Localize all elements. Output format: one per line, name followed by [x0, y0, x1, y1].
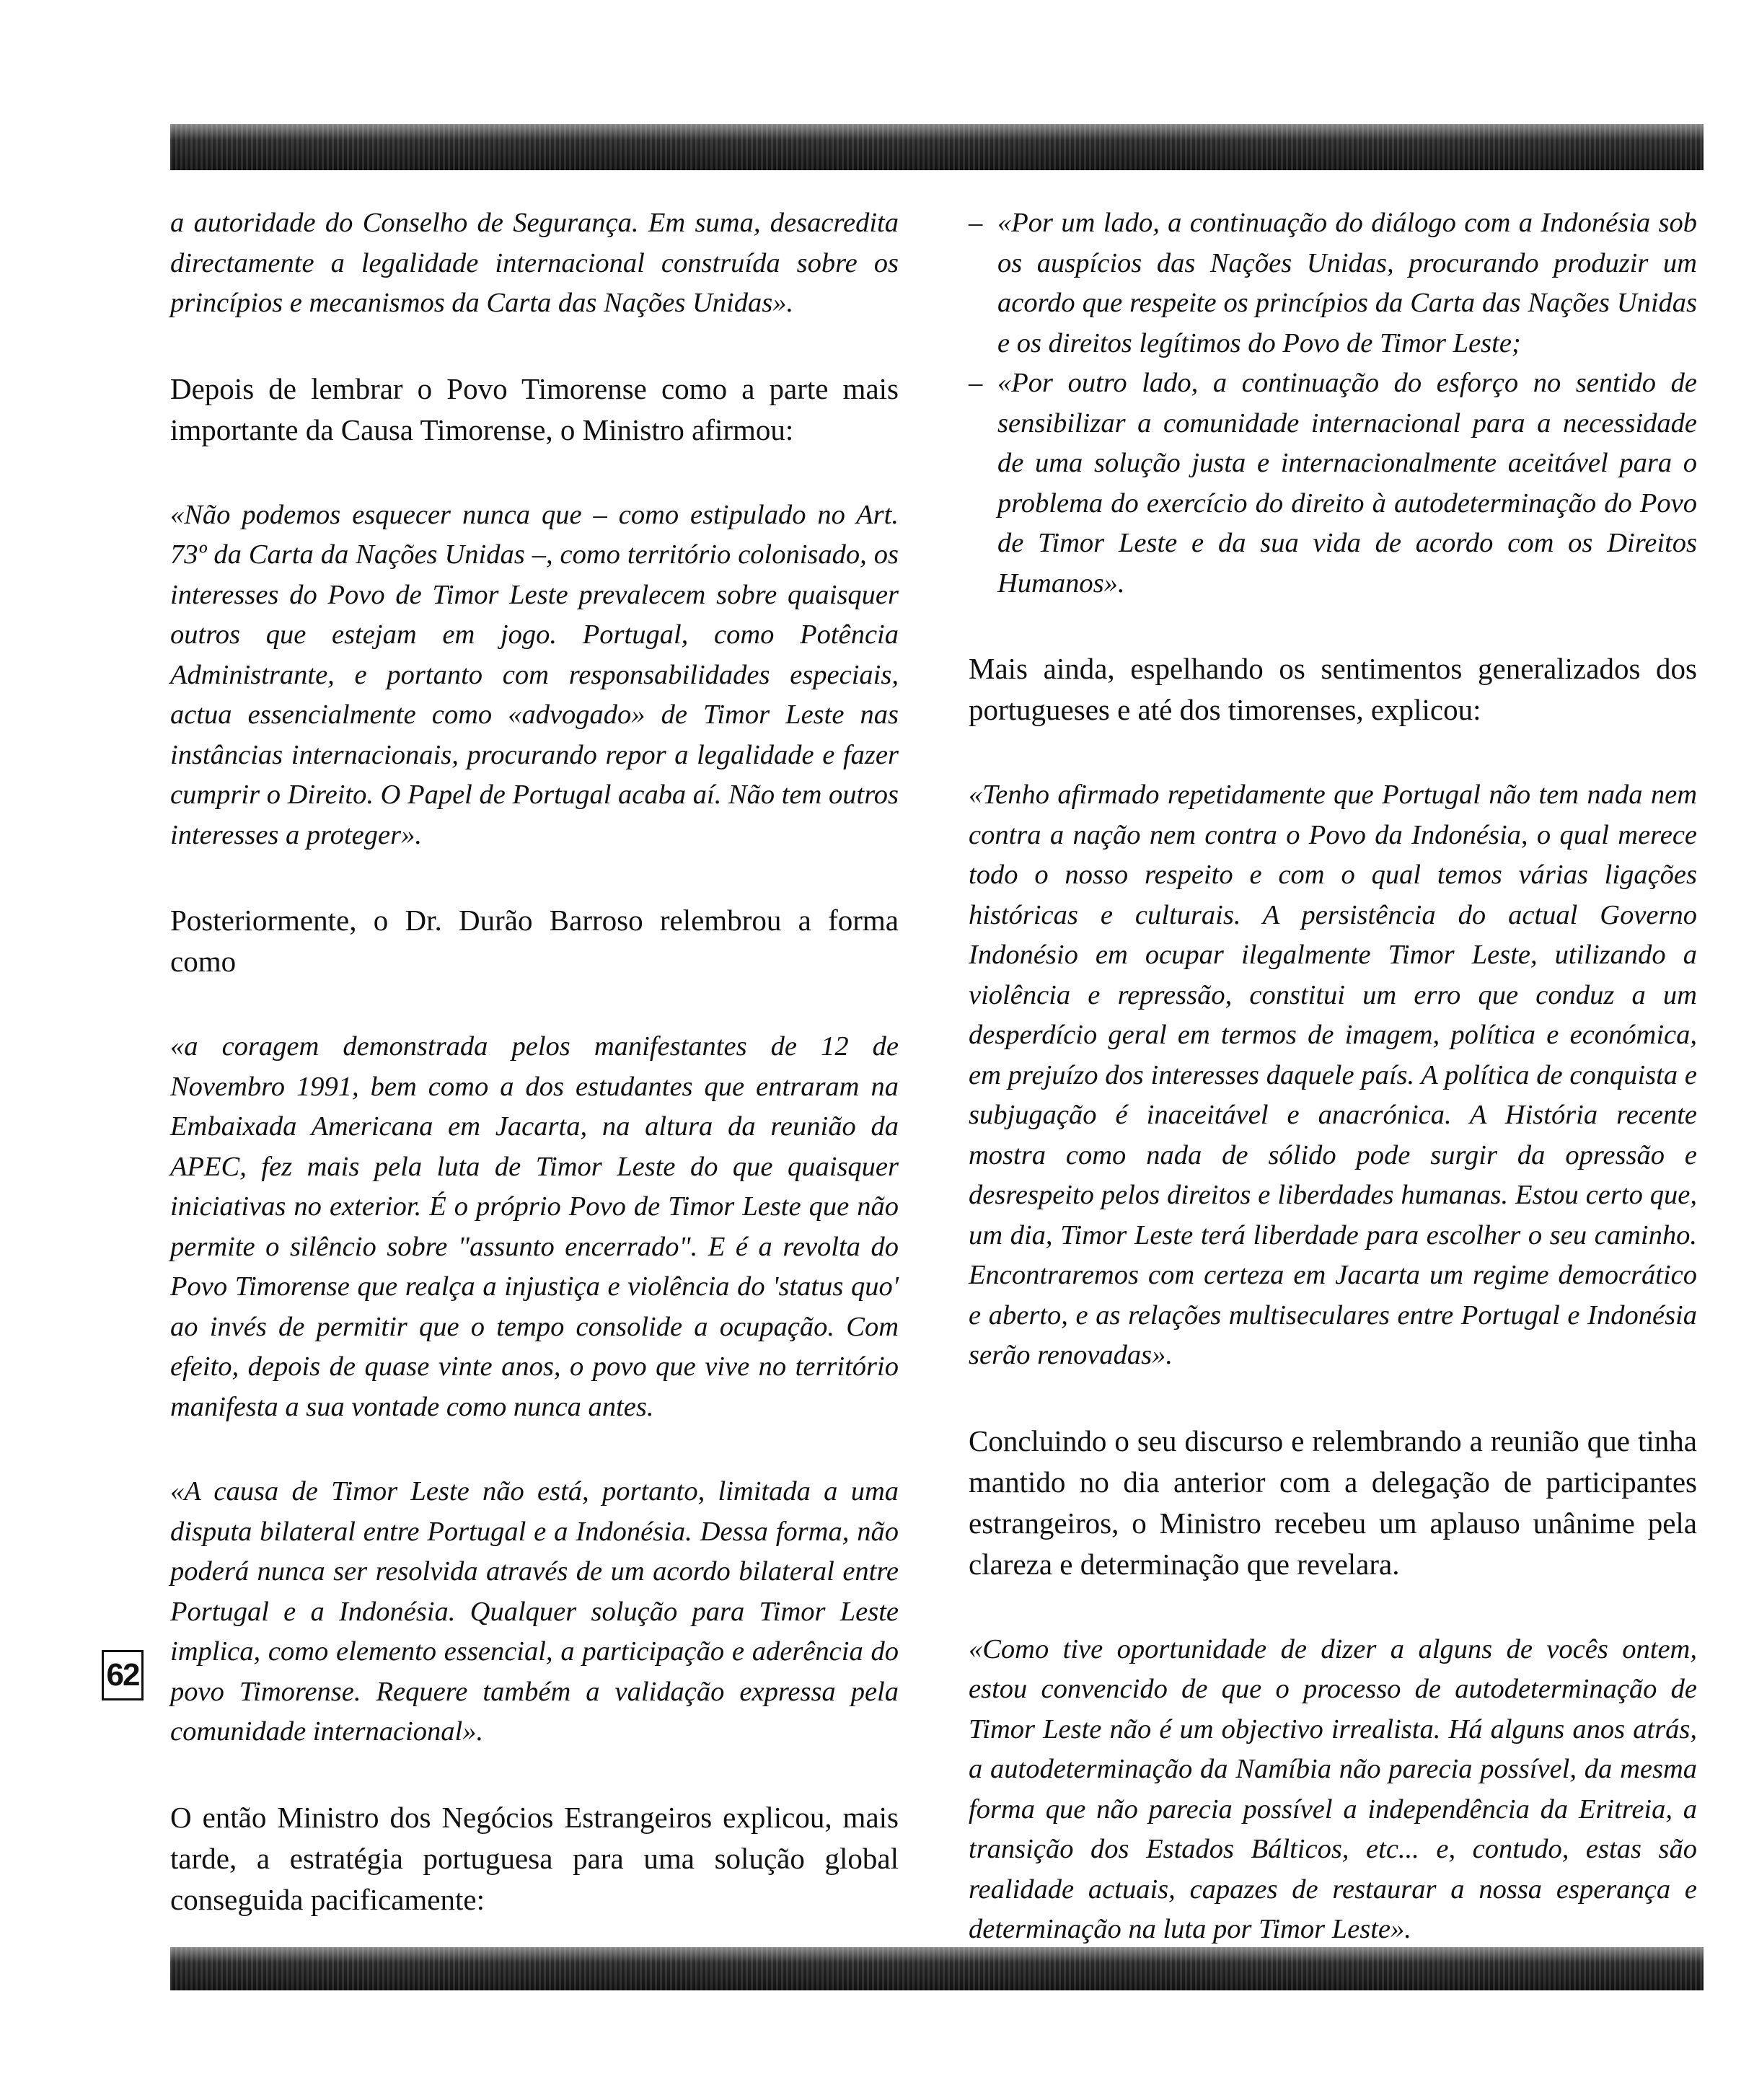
paragraph-povo-timorense: Depois de lembrar o Povo Timorense como a parte mais importante da Causa Timorense, o Ministro afirmou: — [170, 371, 899, 446]
paragraph-quote-causa: «A causa de Timor Leste não está, portanto, limitada a uma disputa bilateral entre Portugal e a Indonésia. Dessa forma, não poderá nunca ser resolvida através de um acordo bilateral entre Portugal e a Indonésia. Qualquer solução para Timor Leste implica, como elemento essencial, a participação e aderência do povo Timorense. Requere também a validação expressa pela comunidade internacional». — [170, 1476, 899, 1747]
dash-marker: – — [969, 208, 983, 238]
paragraph-quote-continuation: a autoridade do Conselho de Segurança. Em suma, desacredita directamente a legalidade internacional construída sobre os princípios e mecanismos da Carta das Nações Unidas». — [170, 208, 899, 318]
paragraph-concluindo: Concluindo o seu discurso e relembrando a reunião que tinha mantido no dia anterior com a delegação de participantes estrangeiros, o Ministro recebeu um aplauso unânime pela clareza e determinação que revelara. — [969, 1424, 1697, 1581]
right-text-column — [969, 203, 1697, 1950]
dash-marker: – — [969, 368, 983, 398]
top-decorative-rule — [170, 124, 1704, 170]
paragraph-durao-barroso: Posteriormente, o Dr. Durão Barroso relembrou a forma como — [170, 904, 899, 978]
list-item — [969, 203, 1697, 363]
page-number-box: 62 — [102, 1650, 144, 1700]
paragraph-estrategia: O então Ministro dos Negócios Estrangeiros explicou, mais tarde, a estratégia portuguesa para uma solução global conseguida pacificamente: — [170, 1800, 899, 1916]
list-item-text: «Por outro lado, a continuação do esforço no sentido de sensibilizar a comunidade internacional para a necessidade de uma solução justa e internacionalmente aceitável para o problema do exercício do direito à autodeterminação do Povo de Timor Leste e da sua vida de acordo com os Direitos Humanos». — [997, 368, 1697, 599]
bottom-decorative-rule — [170, 1947, 1704, 1990]
paragraph-quote-tenho-afirmado: «Tenho afirmado repetidamente que Portugal não tem nada nem contra a nação nem contra o Povo da Indonésia, o qual merece todo o nosso respeito e com o qual temos várias ligações históricas e culturais. A persistência do actual Governo Indonésio em ocupar ilegalmente Timor Leste, utilizando a violência e repressão, constitui um erro que conduz a um desperdício geral em termos de imagem, política e económica, em prejuízo dos interesses daquele país. A política de conquista e subjugação é inaceitável e anacrónica. A História recente mostra como nada de sólido pode surgir da opressão e desrespeito pelos direitos e liberdades humanas. Estou certo que, um dia, Timor Leste terá liberdade para escolher o seu caminho. Encontraremos com certeza em Jacarta um regime democrático e aberto, e as relações multiseculares entre Portugal e Indonésia serão renovadas». — [969, 780, 1697, 1370]
paragraph-quote-como-tive: «Como tive oportunidade de dizer a alguns de vocês ontem, estou convencido de que o processo de autodeterminação de Timor Leste não é um objectivo irrealista. Há alguns anos atrás, a autodeterminação da Namíbia não parecia possível, da mesma forma que não parecia possível a independência da Eritreia, a transição dos Estados Bálticos, etc... e, contudo, estas são realidade actuais, capazes de restaurar a nossa esperança e determinação na luta por Timor Leste». — [969, 1633, 1697, 1944]
paragraph-quote-coragem: «a coragem demonstrada pelos manifestantes de 12 de Novembro 1991, bem como a dos estudantes que entraram na Embaixada Americana em Jacarta, na altura da reunião da APEC, fez mais pela luta de Timor Leste do que quaisquer iniciativas no exterior. É o próprio Povo de Timor Leste que não permite o silêncio sobre "assunto encerrado". E é a revolta do Povo Timorense que realça a injustiça e violência do 'status quo' ao invés de permitir que o tempo consolide a ocupação. Com efeito, depois de quase vinte anos, o povo que vive no território manifesta a sua vontade como nunca antes. — [170, 1031, 899, 1422]
list-item-text: «Por um lado, a continuação do diálogo com a Indonésia sob os auspícios das Nações Unidas, procurando produzir um acordo que respeite os princípios da Carta das Nações Unidas e os direitos legítimos do Povo de Timor Leste; — [997, 208, 1697, 358]
left-text-column — [170, 203, 899, 1920]
paragraph-quote-article-73: «Não podemos esquecer nunca que – como estipulado no Art. 73º da Carta da Nações Unidas –, como território colonisado, os interesses do Povo de Timor Leste prevalecem sobre quaisquer outros que estejam em jogo. Portugal, como Potência Administrante, e portanto com responsabilidades especiais, actua essencialmente como «advogado» de Timor Leste nas instâncias internacionais, procurando repor a legalidade e fazer cumprir o Direito. O Papel de Portugal acaba aí. Não tem outros interesses a proteger». — [170, 499, 899, 850]
paragraph-mais-ainda: Mais ainda, espelhando os sentimentos generalizados dos portugueses e até dos timorenses, explicou: — [969, 652, 1697, 726]
list-item — [969, 363, 1697, 604]
